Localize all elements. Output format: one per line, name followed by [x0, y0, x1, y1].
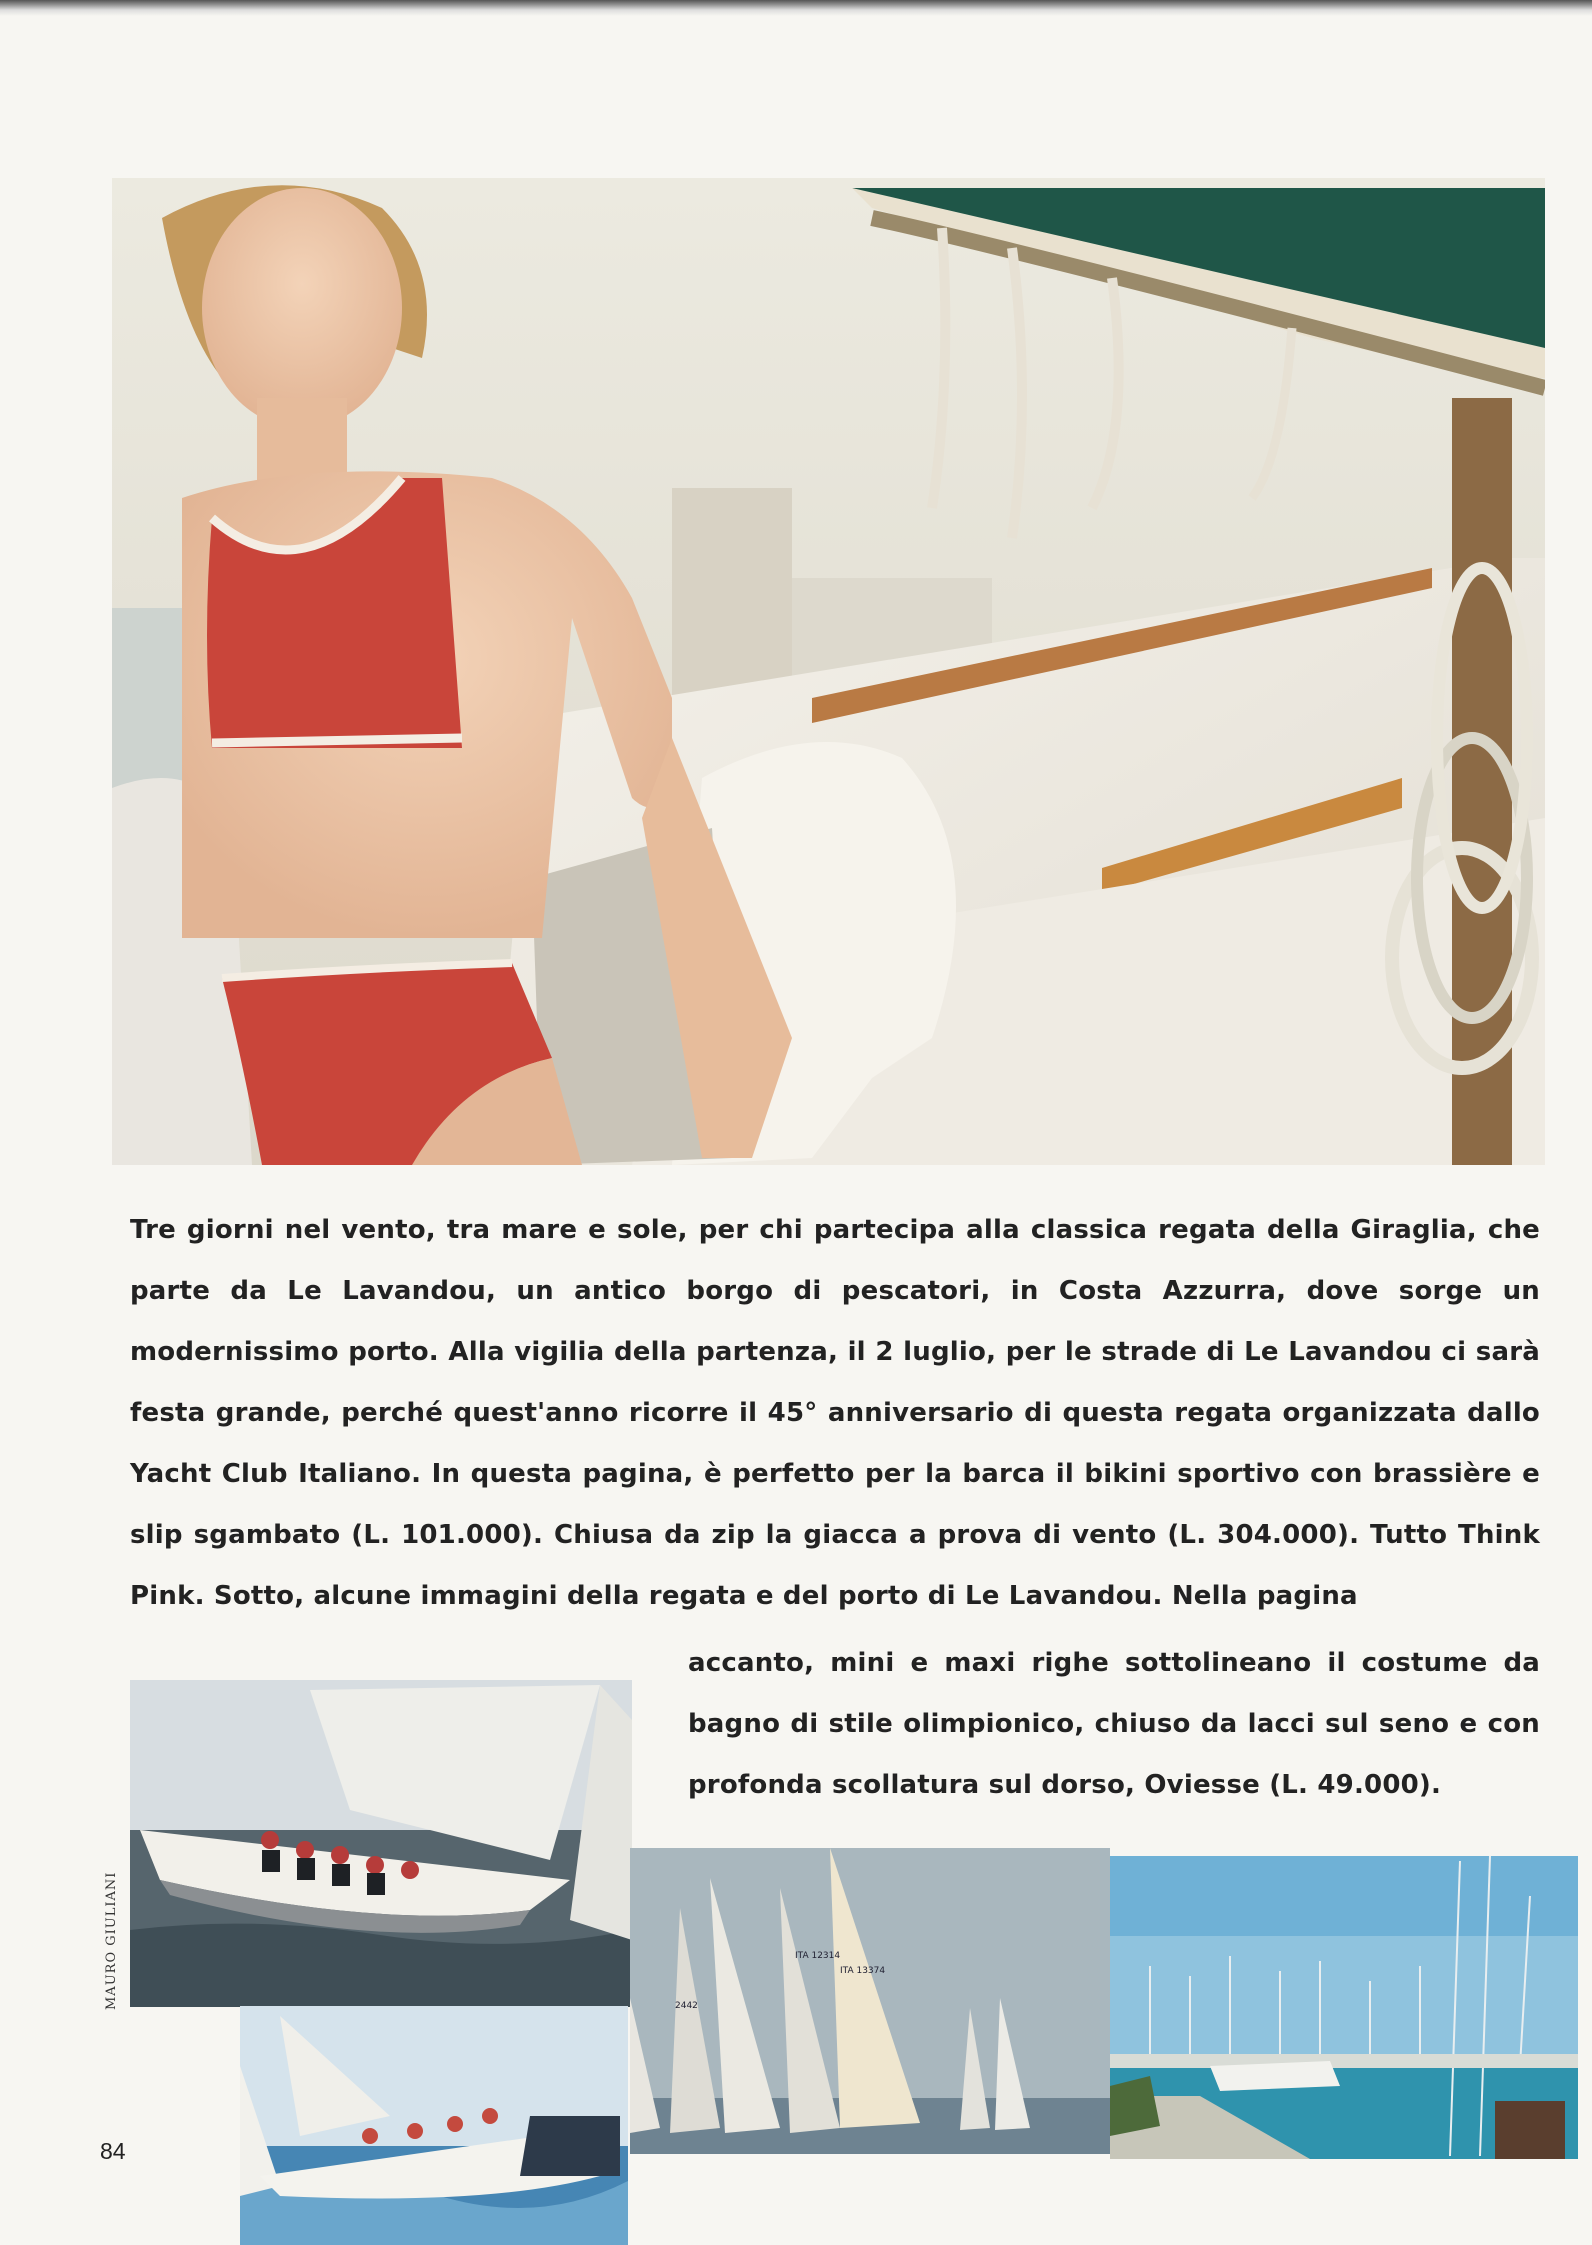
page-number: 84: [100, 2138, 126, 2164]
sail-number-ita-12314: ITA 12314: [795, 1951, 841, 1961]
sailboat-crew-photo: [130, 1680, 632, 2007]
article-paragraph-continued: accanto, mini e maxi righe sottolineano il costume da bagno di stile olimpionico, chiuso da lacci sul seno e con profonda scollatura sul dorso, Oviesse (L. 49.000).: [688, 1648, 1540, 1800]
sail-number-2442: 2442: [675, 2001, 698, 2011]
hero-photo: [112, 178, 1545, 1165]
article-paragraph-main: Tre giorni nel vento, tra mare e sole, per chi partecipa alla classica regata della Giraglia, che parte da Le Lavandou, un antico borgo di pescatori, in Costa Azzurra, dove sorge un modernissimo porto. Alla vigilia della partenza, il 2 luglio, per le strade di Le Lavandou ci sarà festa grande, perché quest'anno ricorre il 45° anniversario di questa regata organizzata dallo Yacht Club Italiano. In questa pagina, è perfetto per la barca il bikini sportivo con brassière e slip sgambato (L. 101.000). Chiusa da zip la giacca a prova di vento (L. 304.000). Tutto Think Pink. Sotto, alcune immagini della regata e del porto di Le Lavandou. Nella pagina: [130, 1215, 1540, 1611]
page-top-edge: [0, 0, 1592, 16]
marina-harbor-photo: [1110, 1856, 1578, 2159]
sail-number-ita-13374: ITA 13374: [840, 1966, 886, 1976]
regatta-fleet-photo: [630, 1848, 1110, 2154]
sailboat-spray-photo: [240, 2006, 628, 2245]
photo-credit: MAURO GIULIANI: [104, 1871, 119, 2010]
